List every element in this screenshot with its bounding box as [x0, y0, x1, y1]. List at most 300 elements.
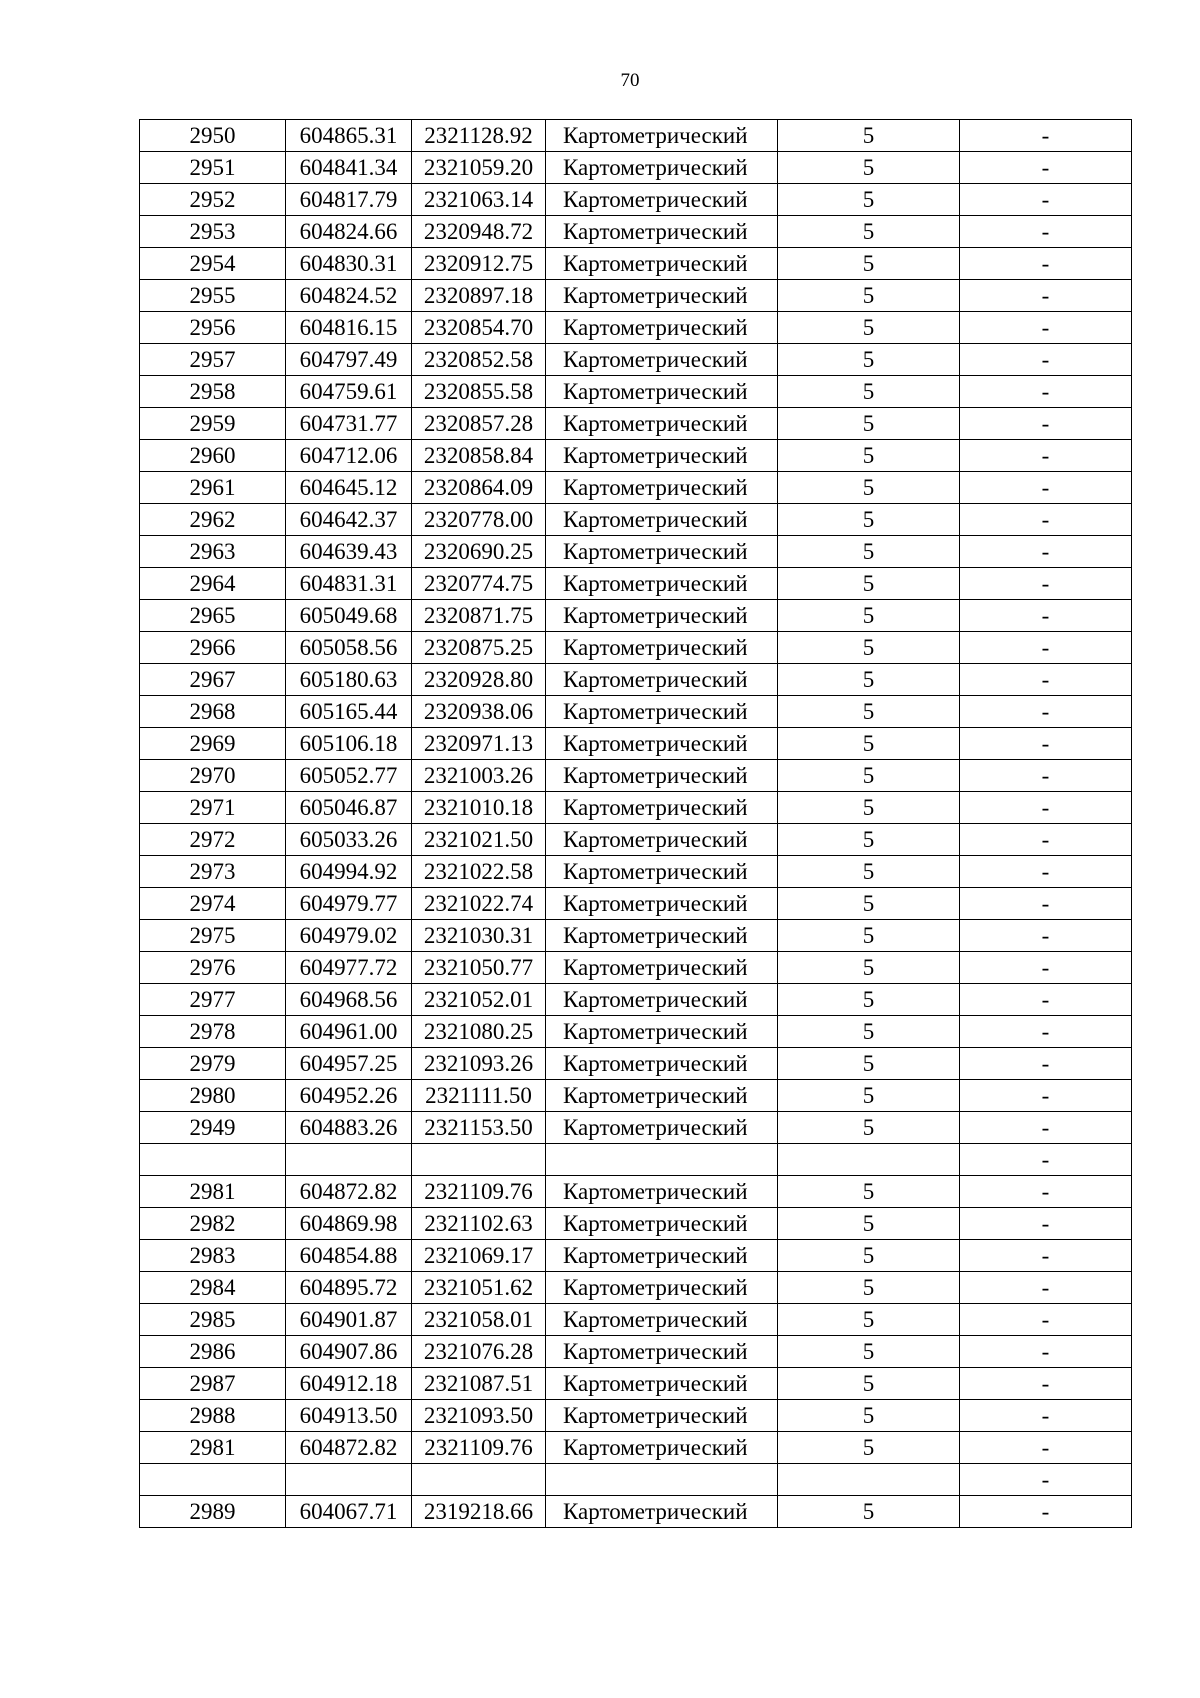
y-coordinate-cell: 2321128.92 — [412, 120, 546, 152]
method-cell: Картометрический — [546, 216, 778, 248]
accuracy-cell: 5 — [778, 1272, 960, 1304]
method-cell: Картометрический — [546, 952, 778, 984]
table-row — [140, 792, 1132, 824]
accuracy-cell: 5 — [778, 856, 960, 888]
accuracy-cell: 5 — [778, 696, 960, 728]
point-number-cell: 2987 — [140, 1368, 286, 1400]
accuracy-cell: 5 — [778, 1048, 960, 1080]
x-coordinate-cell: 605106.18 — [286, 728, 412, 760]
method-cell: Картометрический — [546, 1080, 778, 1112]
point-number-cell: 2971 — [140, 792, 286, 824]
accuracy-cell: 5 — [778, 760, 960, 792]
y-coordinate-cell: 2320857.28 — [412, 408, 546, 440]
note-cell: - — [960, 632, 1132, 664]
x-coordinate-cell — [286, 1464, 412, 1496]
table-row — [140, 248, 1132, 280]
accuracy-cell: 5 — [778, 1400, 960, 1432]
note-cell: - — [960, 1048, 1132, 1080]
note-cell: - — [960, 824, 1132, 856]
accuracy-cell: 5 — [778, 920, 960, 952]
note-cell: - — [960, 408, 1132, 440]
y-coordinate-cell: 2320690.25 — [412, 536, 546, 568]
table-row — [140, 600, 1132, 632]
y-coordinate-cell: 2321093.26 — [412, 1048, 546, 1080]
method-cell: Картометрический — [546, 1048, 778, 1080]
y-coordinate-cell: 2321030.31 — [412, 920, 546, 952]
table-row — [140, 1432, 1132, 1464]
point-number-cell: 2965 — [140, 600, 286, 632]
y-coordinate-cell: 2321022.58 — [412, 856, 546, 888]
note-cell: - — [960, 1208, 1132, 1240]
note-cell: - — [960, 728, 1132, 760]
method-cell — [546, 1144, 778, 1176]
method-cell: Картометрический — [546, 1304, 778, 1336]
accuracy-cell: 5 — [778, 216, 960, 248]
table-row — [140, 1016, 1132, 1048]
table-row — [140, 152, 1132, 184]
y-coordinate-cell: 2320854.70 — [412, 312, 546, 344]
accuracy-cell: 5 — [778, 824, 960, 856]
point-number-cell: 2968 — [140, 696, 286, 728]
method-cell: Картометрический — [546, 376, 778, 408]
y-coordinate-cell: 2321093.50 — [412, 1400, 546, 1432]
accuracy-cell: 5 — [778, 792, 960, 824]
y-coordinate-cell: 2320875.25 — [412, 632, 546, 664]
x-coordinate-cell: 604977.72 — [286, 952, 412, 984]
method-cell: Картометрический — [546, 696, 778, 728]
table-row — [140, 824, 1132, 856]
point-number-cell: 2955 — [140, 280, 286, 312]
table-row — [140, 216, 1132, 248]
point-number-cell: 2966 — [140, 632, 286, 664]
point-number-cell: 2952 — [140, 184, 286, 216]
x-coordinate-cell: 604816.15 — [286, 312, 412, 344]
point-number-cell: 2986 — [140, 1336, 286, 1368]
method-cell: Картометрический — [546, 1112, 778, 1144]
note-cell: - — [960, 1176, 1132, 1208]
point-number-cell: 2957 — [140, 344, 286, 376]
accuracy-cell: 5 — [778, 600, 960, 632]
coordinates-table — [139, 119, 1132, 1528]
x-coordinate-cell: 604797.49 — [286, 344, 412, 376]
y-coordinate-cell — [412, 1144, 546, 1176]
point-number-cell: 2969 — [140, 728, 286, 760]
method-cell: Картометрический — [546, 760, 778, 792]
y-coordinate-cell: 2321063.14 — [412, 184, 546, 216]
x-coordinate-cell: 604961.00 — [286, 1016, 412, 1048]
note-cell: - — [960, 280, 1132, 312]
y-coordinate-cell: 2320971.13 — [412, 728, 546, 760]
note-cell: - — [960, 664, 1132, 696]
y-coordinate-cell: 2321021.50 — [412, 824, 546, 856]
method-cell: Картометрический — [546, 1432, 778, 1464]
x-coordinate-cell: 604824.66 — [286, 216, 412, 248]
point-number-cell: 2950 — [140, 120, 286, 152]
note-cell: - — [960, 1400, 1132, 1432]
table-row — [140, 1368, 1132, 1400]
note-cell: - — [960, 184, 1132, 216]
y-coordinate-cell: 2320938.06 — [412, 696, 546, 728]
note-cell: - — [960, 600, 1132, 632]
x-coordinate-cell: 605049.68 — [286, 600, 412, 632]
table-row — [140, 568, 1132, 600]
y-coordinate-cell: 2320858.84 — [412, 440, 546, 472]
x-coordinate-cell: 604639.43 — [286, 536, 412, 568]
accuracy-cell: 5 — [778, 344, 960, 376]
table-row — [140, 376, 1132, 408]
method-cell: Картометрический — [546, 1272, 778, 1304]
accuracy-cell: 5 — [778, 184, 960, 216]
x-coordinate-cell: 605046.87 — [286, 792, 412, 824]
y-coordinate-cell — [412, 1464, 546, 1496]
table-row — [140, 856, 1132, 888]
note-cell: - — [960, 568, 1132, 600]
note-cell: - — [960, 1112, 1132, 1144]
x-coordinate-cell: 604759.61 — [286, 376, 412, 408]
table-row — [140, 888, 1132, 920]
method-cell: Картометрический — [546, 920, 778, 952]
y-coordinate-cell: 2321109.76 — [412, 1432, 546, 1464]
method-cell: Картометрический — [546, 568, 778, 600]
method-cell: Картометрический — [546, 536, 778, 568]
note-cell: - — [960, 1336, 1132, 1368]
table-row — [140, 1400, 1132, 1432]
x-coordinate-cell: 604883.26 — [286, 1112, 412, 1144]
y-coordinate-cell: 2321059.20 — [412, 152, 546, 184]
table-row — [140, 344, 1132, 376]
x-coordinate-cell: 604968.56 — [286, 984, 412, 1016]
note-cell: - — [960, 440, 1132, 472]
table-row — [140, 984, 1132, 1016]
method-cell — [546, 1464, 778, 1496]
table-row — [140, 1336, 1132, 1368]
table-row — [140, 1048, 1132, 1080]
table-row — [140, 440, 1132, 472]
note-cell: - — [960, 952, 1132, 984]
point-number-cell: 2959 — [140, 408, 286, 440]
y-coordinate-cell: 2320912.75 — [412, 248, 546, 280]
point-number-cell — [140, 1464, 286, 1496]
x-coordinate-cell: 604907.86 — [286, 1336, 412, 1368]
note-cell: - — [960, 920, 1132, 952]
accuracy-cell: 5 — [778, 248, 960, 280]
accuracy-cell: 5 — [778, 1432, 960, 1464]
x-coordinate-cell: 604869.98 — [286, 1208, 412, 1240]
y-coordinate-cell: 2321109.76 — [412, 1176, 546, 1208]
x-coordinate-cell: 604824.52 — [286, 280, 412, 312]
method-cell: Картометрический — [546, 984, 778, 1016]
accuracy-cell: 5 — [778, 1080, 960, 1112]
point-number-cell: 2967 — [140, 664, 286, 696]
table-row — [140, 1272, 1132, 1304]
y-coordinate-cell: 2320778.00 — [412, 504, 546, 536]
x-coordinate-cell: 604979.02 — [286, 920, 412, 952]
y-coordinate-cell: 2321153.50 — [412, 1112, 546, 1144]
accuracy-cell: 5 — [778, 984, 960, 1016]
method-cell: Картометрический — [546, 248, 778, 280]
point-number-cell: 2949 — [140, 1112, 286, 1144]
x-coordinate-cell: 604830.31 — [286, 248, 412, 280]
x-coordinate-cell: 604731.77 — [286, 408, 412, 440]
x-coordinate-cell: 605052.77 — [286, 760, 412, 792]
x-coordinate-cell: 604067.71 — [286, 1496, 412, 1528]
note-cell: - — [960, 1464, 1132, 1496]
accuracy-cell: 5 — [778, 504, 960, 536]
y-coordinate-cell: 2321080.25 — [412, 1016, 546, 1048]
coordinates-table-body — [140, 120, 1132, 1528]
method-cell: Картометрический — [546, 1208, 778, 1240]
point-number-cell: 2979 — [140, 1048, 286, 1080]
method-cell: Картометрический — [546, 152, 778, 184]
point-number-cell: 2976 — [140, 952, 286, 984]
x-coordinate-cell: 604901.87 — [286, 1304, 412, 1336]
y-coordinate-cell: 2320855.58 — [412, 376, 546, 408]
point-number-cell: 2962 — [140, 504, 286, 536]
accuracy-cell: 5 — [778, 664, 960, 696]
point-number-cell: 2973 — [140, 856, 286, 888]
accuracy-cell: 5 — [778, 312, 960, 344]
accuracy-cell: 5 — [778, 376, 960, 408]
point-number-cell: 2988 — [140, 1400, 286, 1432]
table-row — [140, 120, 1132, 152]
table-row — [140, 1464, 1132, 1496]
y-coordinate-cell: 2320852.58 — [412, 344, 546, 376]
y-coordinate-cell: 2320864.09 — [412, 472, 546, 504]
point-number-cell: 2981 — [140, 1176, 286, 1208]
note-cell: - — [960, 696, 1132, 728]
table-row — [140, 472, 1132, 504]
method-cell: Картометрический — [546, 1496, 778, 1528]
note-cell: - — [960, 216, 1132, 248]
y-coordinate-cell: 2321052.01 — [412, 984, 546, 1016]
x-coordinate-cell: 604952.26 — [286, 1080, 412, 1112]
point-number-cell: 2975 — [140, 920, 286, 952]
note-cell: - — [960, 152, 1132, 184]
method-cell: Картометрический — [546, 120, 778, 152]
note-cell: - — [960, 1016, 1132, 1048]
accuracy-cell: 5 — [778, 1336, 960, 1368]
x-coordinate-cell: 604872.82 — [286, 1176, 412, 1208]
method-cell: Картометрический — [546, 472, 778, 504]
accuracy-cell: 5 — [778, 536, 960, 568]
x-coordinate-cell: 605165.44 — [286, 696, 412, 728]
point-number-cell: 2989 — [140, 1496, 286, 1528]
x-coordinate-cell: 605180.63 — [286, 664, 412, 696]
point-number-cell: 2981 — [140, 1432, 286, 1464]
point-number-cell: 2961 — [140, 472, 286, 504]
x-coordinate-cell: 604994.92 — [286, 856, 412, 888]
x-coordinate-cell: 604957.25 — [286, 1048, 412, 1080]
table-row — [140, 1208, 1132, 1240]
method-cell: Картометрический — [546, 632, 778, 664]
x-coordinate-cell: 604979.77 — [286, 888, 412, 920]
note-cell: - — [960, 312, 1132, 344]
method-cell: Картометрический — [546, 1016, 778, 1048]
method-cell: Картометрический — [546, 184, 778, 216]
accuracy-cell: 5 — [778, 280, 960, 312]
x-coordinate-cell: 604913.50 — [286, 1400, 412, 1432]
note-cell: - — [960, 1496, 1132, 1528]
method-cell: Картометрический — [546, 1336, 778, 1368]
method-cell: Картометрический — [546, 792, 778, 824]
method-cell: Картометрический — [546, 856, 778, 888]
method-cell: Картометрический — [546, 344, 778, 376]
x-coordinate-cell: 604712.06 — [286, 440, 412, 472]
table-row — [140, 760, 1132, 792]
table-row — [140, 184, 1132, 216]
y-coordinate-cell: 2321111.50 — [412, 1080, 546, 1112]
x-coordinate-cell: 604865.31 — [286, 120, 412, 152]
table-row — [140, 1144, 1132, 1176]
table-row — [140, 408, 1132, 440]
point-number-cell: 2964 — [140, 568, 286, 600]
point-number-cell: 2982 — [140, 1208, 286, 1240]
point-number-cell: 2954 — [140, 248, 286, 280]
note-cell: - — [960, 1144, 1132, 1176]
accuracy-cell: 5 — [778, 1240, 960, 1272]
note-cell: - — [960, 1432, 1132, 1464]
accuracy-cell: 5 — [778, 1208, 960, 1240]
y-coordinate-cell: 2321076.28 — [412, 1336, 546, 1368]
method-cell: Картометрический — [546, 728, 778, 760]
x-coordinate-cell: 604841.34 — [286, 152, 412, 184]
x-coordinate-cell: 604817.79 — [286, 184, 412, 216]
table-row — [140, 952, 1132, 984]
y-coordinate-cell: 2320871.75 — [412, 600, 546, 632]
point-number-cell: 2983 — [140, 1240, 286, 1272]
accuracy-cell: 5 — [778, 632, 960, 664]
note-cell: - — [960, 984, 1132, 1016]
table-row — [140, 696, 1132, 728]
point-number-cell: 2953 — [140, 216, 286, 248]
accuracy-cell: 5 — [778, 440, 960, 472]
method-cell: Картометрический — [546, 1368, 778, 1400]
accuracy-cell: 5 — [778, 1176, 960, 1208]
note-cell: - — [960, 760, 1132, 792]
y-coordinate-cell: 2321069.17 — [412, 1240, 546, 1272]
note-cell: - — [960, 1368, 1132, 1400]
method-cell: Картометрический — [546, 664, 778, 696]
x-coordinate-cell: 604645.12 — [286, 472, 412, 504]
y-coordinate-cell: 2321051.62 — [412, 1272, 546, 1304]
y-coordinate-cell: 2321087.51 — [412, 1368, 546, 1400]
method-cell: Картометрический — [546, 408, 778, 440]
method-cell: Картометрический — [546, 504, 778, 536]
accuracy-cell: 5 — [778, 408, 960, 440]
point-number-cell: 2972 — [140, 824, 286, 856]
x-coordinate-cell: 604912.18 — [286, 1368, 412, 1400]
table-row — [140, 1112, 1132, 1144]
accuracy-cell: 5 — [778, 120, 960, 152]
accuracy-cell: 5 — [778, 1112, 960, 1144]
note-cell: - — [960, 248, 1132, 280]
table-row — [140, 312, 1132, 344]
y-coordinate-cell: 2321022.74 — [412, 888, 546, 920]
y-coordinate-cell: 2320928.80 — [412, 664, 546, 696]
note-cell: - — [960, 376, 1132, 408]
accuracy-cell: 5 — [778, 728, 960, 760]
accuracy-cell — [778, 1464, 960, 1496]
x-coordinate-cell: 604872.82 — [286, 1432, 412, 1464]
method-cell: Картометрический — [546, 888, 778, 920]
method-cell: Картометрический — [546, 280, 778, 312]
table-row — [140, 920, 1132, 952]
point-number-cell: 2958 — [140, 376, 286, 408]
x-coordinate-cell: 604642.37 — [286, 504, 412, 536]
y-coordinate-cell: 2320948.72 — [412, 216, 546, 248]
y-coordinate-cell: 2321003.26 — [412, 760, 546, 792]
table-row — [140, 504, 1132, 536]
y-coordinate-cell: 2319218.66 — [412, 1496, 546, 1528]
x-coordinate-cell: 604854.88 — [286, 1240, 412, 1272]
table-row — [140, 1080, 1132, 1112]
accuracy-cell: 5 — [778, 952, 960, 984]
note-cell: - — [960, 792, 1132, 824]
point-number-cell: 2978 — [140, 1016, 286, 1048]
y-coordinate-cell: 2321010.18 — [412, 792, 546, 824]
method-cell: Картометрический — [546, 440, 778, 472]
method-cell: Картометрический — [546, 312, 778, 344]
accuracy-cell: 5 — [778, 1496, 960, 1528]
table-row — [140, 1496, 1132, 1528]
method-cell: Картометрический — [546, 1400, 778, 1432]
point-number-cell: 2984 — [140, 1272, 286, 1304]
note-cell: - — [960, 472, 1132, 504]
table-row — [140, 1176, 1132, 1208]
table-row — [140, 664, 1132, 696]
note-cell: - — [960, 1304, 1132, 1336]
y-coordinate-cell: 2320774.75 — [412, 568, 546, 600]
accuracy-cell: 5 — [778, 1016, 960, 1048]
note-cell: - — [960, 856, 1132, 888]
accuracy-cell: 5 — [778, 888, 960, 920]
point-number-cell: 2980 — [140, 1080, 286, 1112]
accuracy-cell: 5 — [778, 472, 960, 504]
point-number-cell: 2956 — [140, 312, 286, 344]
note-cell: - — [960, 888, 1132, 920]
x-coordinate-cell: 605033.26 — [286, 824, 412, 856]
x-coordinate-cell — [286, 1144, 412, 1176]
y-coordinate-cell: 2320897.18 — [412, 280, 546, 312]
method-cell: Картометрический — [546, 1240, 778, 1272]
note-cell: - — [960, 1240, 1132, 1272]
point-number-cell: 2985 — [140, 1304, 286, 1336]
table-row — [140, 536, 1132, 568]
point-number-cell — [140, 1144, 286, 1176]
point-number-cell: 2951 — [140, 152, 286, 184]
note-cell: - — [960, 344, 1132, 376]
note-cell: - — [960, 120, 1132, 152]
accuracy-cell: 5 — [778, 152, 960, 184]
accuracy-cell: 5 — [778, 1304, 960, 1336]
y-coordinate-cell: 2321050.77 — [412, 952, 546, 984]
point-number-cell: 2970 — [140, 760, 286, 792]
accuracy-cell — [778, 1144, 960, 1176]
x-coordinate-cell: 604895.72 — [286, 1272, 412, 1304]
note-cell: - — [960, 504, 1132, 536]
x-coordinate-cell: 605058.56 — [286, 632, 412, 664]
method-cell: Картометрический — [546, 1176, 778, 1208]
table-row — [140, 728, 1132, 760]
y-coordinate-cell: 2321058.01 — [412, 1304, 546, 1336]
method-cell: Картометрический — [546, 824, 778, 856]
note-cell: - — [960, 536, 1132, 568]
table-row — [140, 1240, 1132, 1272]
note-cell: - — [960, 1272, 1132, 1304]
point-number-cell: 2963 — [140, 536, 286, 568]
accuracy-cell: 5 — [778, 568, 960, 600]
page-number: 70 — [620, 70, 640, 91]
